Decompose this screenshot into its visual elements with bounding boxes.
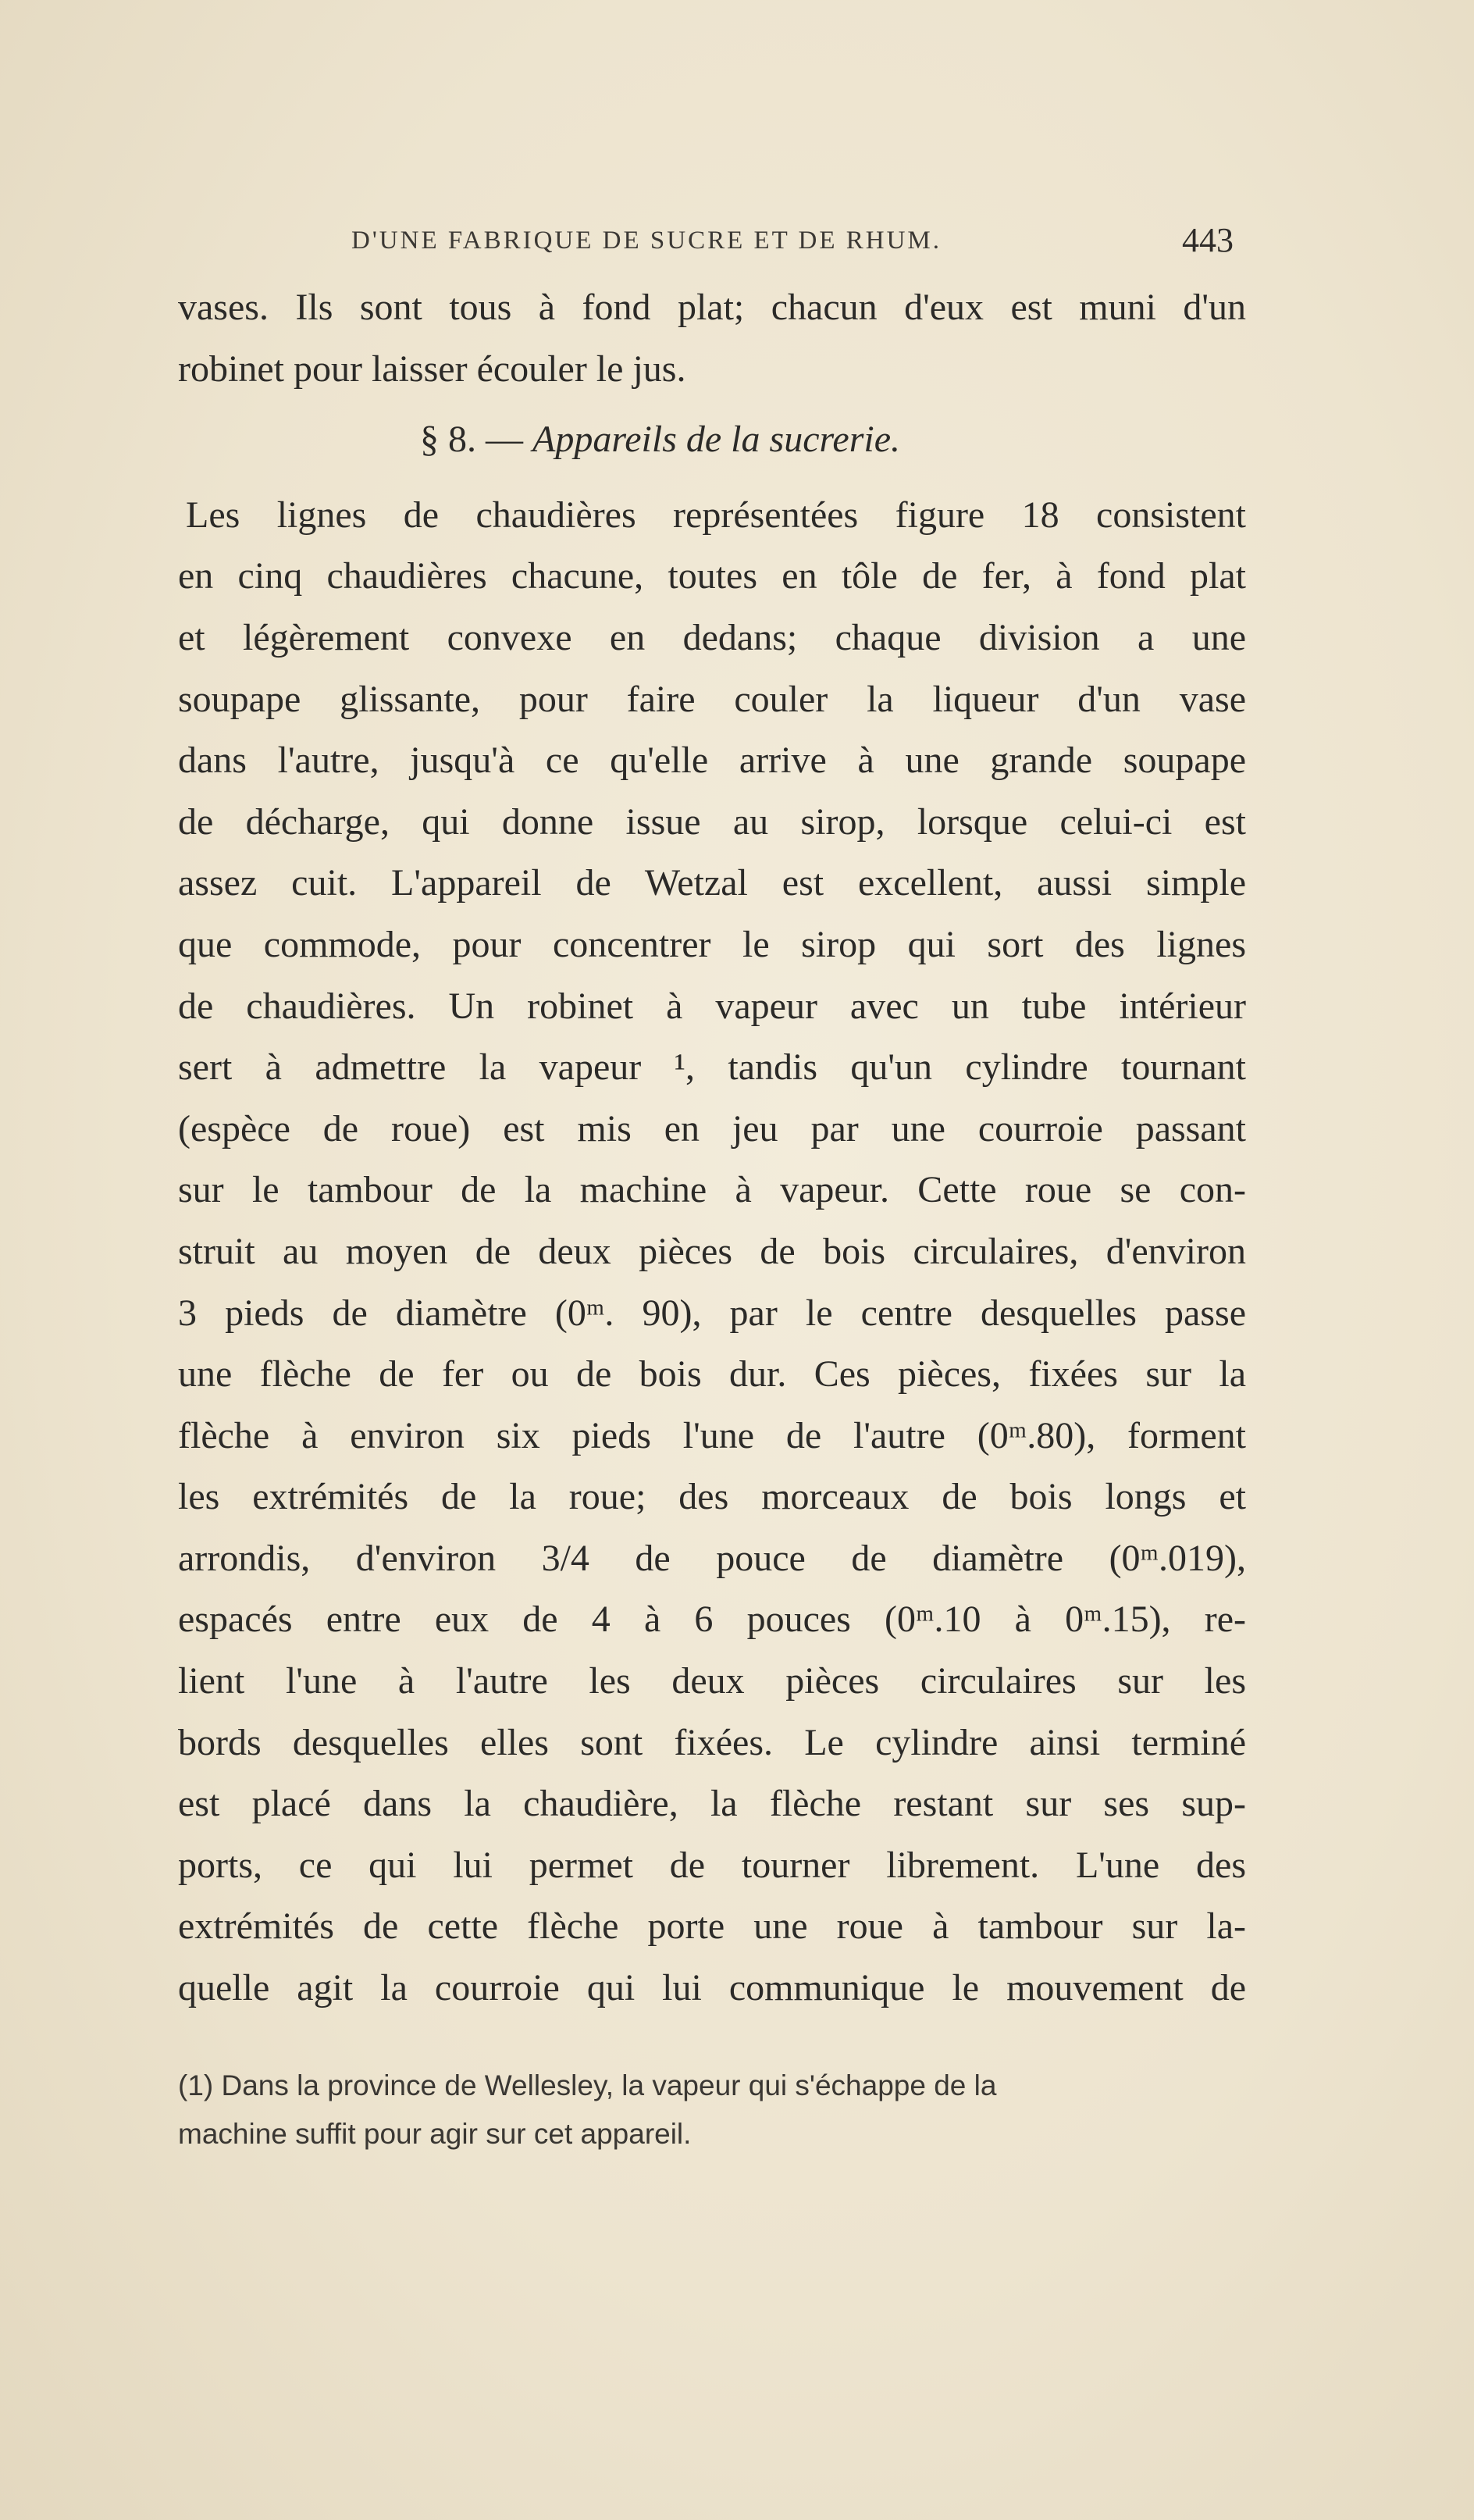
text-line: sert à admettre la vapeur ¹, tandis qu'un cylindre tournant [178, 1046, 1246, 1089]
footnote-line: (1) Dans la province de Wellesley, la vapeur qui s'échappe de la [178, 2069, 997, 2101]
text-line: (espèce de roue) est mis en jeu par une courroie passant [178, 1107, 1246, 1150]
text-line: bords desquelles elles sont fixées. Le cylindre ainsi terminé [178, 1721, 1246, 1763]
text-line: assez cuit. L'appareil de Wetzal est excellent, aussi simple [178, 862, 1246, 904]
text-line: de décharge, qui donne issue au sirop, lorsque celui-ci est [178, 800, 1246, 843]
section-heading [178, 409, 1246, 471]
text-line: vases. Ils sont tous à fond plat; chacun d'eux est muni d'un [178, 287, 1246, 328]
text-line: arrondis, d'environ 3/4 de pouce de diamètre (0ᵐ.019), [178, 1537, 1246, 1579]
text-line: robinet pour laisser écouler le jus. [178, 348, 686, 390]
text-line: soupape glissante, pour faire couler la liqueur d'un vase [178, 678, 1246, 720]
text-line: ports, ce qui lui permet de tourner librement. L'une des [178, 1844, 1246, 1886]
text-line: une flèche de fer ou de bois dur. Ces pièces, fixées sur la [178, 1353, 1246, 1395]
footnote-line: machine suffit pour agir sur cet appareil. [178, 2118, 692, 2150]
text-line: que commode, pour concentrer le sirop qui sort des lignes [178, 923, 1246, 965]
text-line: struit au moyen de deux pièces de bois circulaires, d'environ [178, 1230, 1246, 1272]
page-header [351, 220, 1234, 267]
text-line: de chaudières. Un robinet à vapeur avec un tube intérieur [178, 985, 1246, 1027]
section-number: § 8. — [420, 419, 532, 461]
text-line: espacés entre eux de 4 à 6 pouces (0ᵐ.10 à 0ᵐ.15), re- [178, 1599, 1246, 1641]
text-line: sur le tambour de la machine à vapeur. Cette roue se con- [178, 1169, 1246, 1211]
footnotes [178, 2062, 1246, 2158]
body-text [178, 277, 1246, 2019]
text-line: les extrémités de la roue; des morceaux de bois longs et [178, 1476, 1246, 1518]
text-line: flèche à environ six pieds l'une de l'autre (0ᵐ.80), forment [178, 1414, 1246, 1456]
text-line: 3 pieds de diamètre (0ᵐ. 90), par le centre desquelles passe [178, 1292, 1246, 1334]
running-title: D'UNE FABRIQUE DE SUCRE ET DE RHUM. [351, 226, 942, 255]
page-number: 443 [1182, 221, 1234, 259]
text-line: extrémités de cette flèche porte une roue à tambour sur la- [178, 1905, 1246, 1948]
text-line: Les lignes de chaudières représentées figure 18 consistent [186, 494, 1246, 536]
section-title: Appareils de la sucrerie. [532, 419, 901, 461]
text-line: dans l'autre, jusqu'à ce qu'elle arrive à une grande soupape [178, 740, 1246, 782]
text-line: en cinq chaudières chacune, toutes en tôle de fer, à fond plat [178, 555, 1246, 597]
text-line: lient l'une à l'autre les deux pièces circulaires sur les [178, 1660, 1246, 1702]
text-line: est placé dans la chaudière, la flèche restant sur ses sup- [178, 1783, 1246, 1825]
text-line: quelle agit la courroie qui lui communique le mouvement de [178, 1967, 1246, 2009]
text-line: et légèrement convexe en dedans; chaque division a une [178, 616, 1246, 658]
